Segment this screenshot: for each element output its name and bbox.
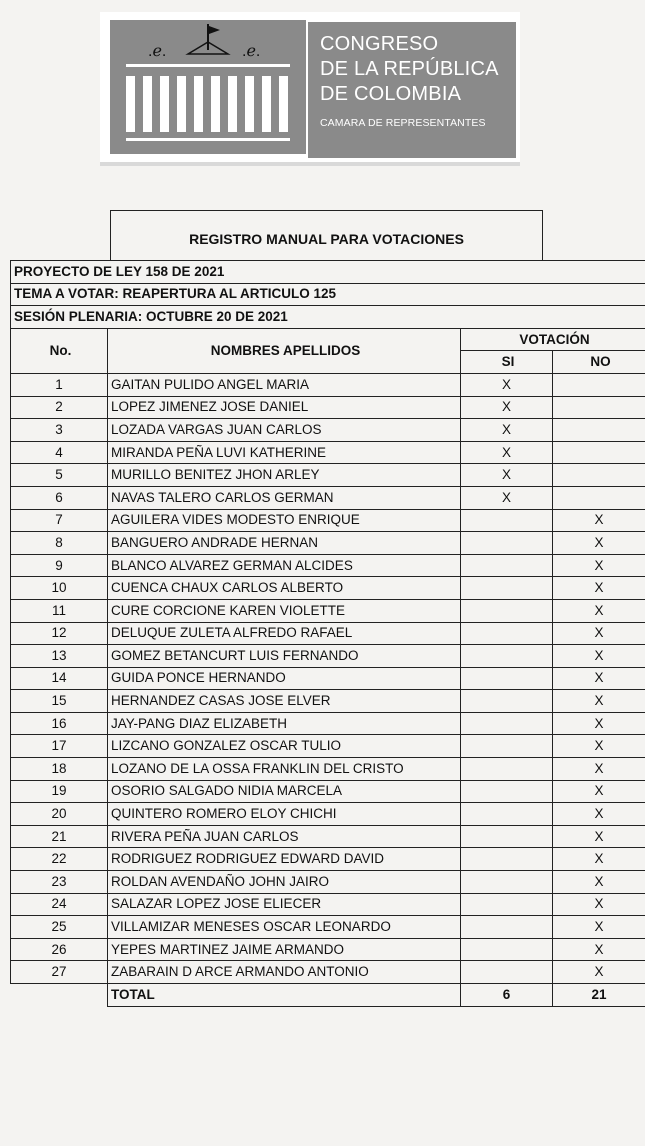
- row-number: 25: [11, 916, 108, 939]
- header-names: NOMBRES APELLIDOS: [108, 328, 461, 373]
- project-label: PROYECTO DE LEY 158 DE 2021: [11, 261, 645, 284]
- row-name: RIVERA PEÑA JUAN CARLOS: [108, 825, 461, 848]
- row-vote-yes: [461, 645, 553, 668]
- row-vote-no: X: [553, 758, 645, 781]
- row-vote-no: X: [553, 893, 645, 916]
- row-name: OSORIO SALGADO NIDIA MARCELA: [108, 780, 461, 803]
- table-row: [11, 758, 645, 781]
- row-vote-no: X: [553, 961, 645, 984]
- header-row: [11, 328, 645, 351]
- row-vote-yes: [461, 690, 553, 713]
- row-number: 1: [11, 373, 108, 396]
- row-name: MIRANDA PEÑA LUVI KATHERINE: [108, 441, 461, 464]
- row-name: LOPEZ JIMENEZ JOSE DANIEL: [108, 396, 461, 419]
- row-vote-yes: X: [461, 396, 553, 419]
- header-number: No.: [11, 328, 108, 373]
- row-number: 17: [11, 735, 108, 758]
- row-name: SALAZAR LOPEZ JOSE ELIECER: [108, 893, 461, 916]
- table-row: [11, 419, 645, 442]
- document-title: REGISTRO MANUAL PARA VOTACIONES: [110, 210, 543, 260]
- row-number: 8: [11, 532, 108, 555]
- row-number: 16: [11, 712, 108, 735]
- row-number: 11: [11, 599, 108, 622]
- total-spacer: [11, 984, 108, 1007]
- row-number: 26: [11, 938, 108, 961]
- row-name: LOZANO DE LA OSSA FRANKLIN DEL CRISTO: [108, 758, 461, 781]
- row-number: 15: [11, 690, 108, 713]
- row-number: 7: [11, 509, 108, 532]
- row-vote-no: X: [553, 554, 645, 577]
- row-vote-no: X: [553, 532, 645, 555]
- table-row: [11, 464, 645, 487]
- row-vote-yes: [461, 667, 553, 690]
- table-row: [11, 893, 645, 916]
- row-name: LOZADA VARGAS JUAN CARLOS: [108, 419, 461, 442]
- header-vote: VOTACIÓN: [461, 328, 645, 351]
- row-number: 10: [11, 577, 108, 600]
- row-name: DELUQUE ZULETA ALFREDO RAFAEL: [108, 622, 461, 645]
- logo-wordmark: [308, 22, 516, 158]
- row-name: MURILLO BENITEZ JHON ARLEY: [108, 464, 461, 487]
- row-vote-no: [553, 419, 645, 442]
- table-row: [11, 712, 645, 735]
- total-yes: 6: [461, 984, 553, 1007]
- row-vote-yes: [461, 599, 553, 622]
- row-vote-no: [553, 373, 645, 396]
- row-number: 24: [11, 893, 108, 916]
- table-row: [11, 780, 645, 803]
- table-row: [11, 825, 645, 848]
- row-name: AGUILERA VIDES MODESTO ENRIQUE: [108, 509, 461, 532]
- table-row: [11, 554, 645, 577]
- row-vote-no: X: [553, 712, 645, 735]
- table-row: [11, 938, 645, 961]
- row-vote-yes: [461, 916, 553, 939]
- table-row: [11, 916, 645, 939]
- row-vote-no: X: [553, 622, 645, 645]
- row-number: 13: [11, 645, 108, 668]
- table-row: [11, 961, 645, 984]
- table-row: [11, 486, 645, 509]
- row-name: ZABARAIN D ARCE ARMANDO ANTONIO: [108, 961, 461, 984]
- table-row: [11, 871, 645, 894]
- row-number: 9: [11, 554, 108, 577]
- row-vote-yes: [461, 554, 553, 577]
- row-number: 18: [11, 758, 108, 781]
- table-row: [11, 373, 645, 396]
- row-number: 6: [11, 486, 108, 509]
- row-number: 23: [11, 871, 108, 894]
- congress-logo: [100, 12, 520, 166]
- row-vote-no: [553, 396, 645, 419]
- row-vote-yes: [461, 532, 553, 555]
- row-vote-yes: [461, 758, 553, 781]
- total-row: [11, 984, 645, 1007]
- logo-line-2: DE LA REPÚBLICA: [320, 58, 499, 80]
- row-number: 2: [11, 396, 108, 419]
- row-vote-yes: X: [461, 486, 553, 509]
- row-vote-no: [553, 441, 645, 464]
- header-yes: SI: [461, 351, 553, 374]
- row-name: CURE CORCIONE KAREN VIOLETTE: [108, 599, 461, 622]
- topic-label: TEMA A VOTAR: REAPERTURA AL ARTICULO 125: [11, 283, 645, 306]
- row-name: ROLDAN AVENDAÑO JOHN JAIRO: [108, 871, 461, 894]
- row-name: VILLAMIZAR MENESES OSCAR LEONARDO: [108, 916, 461, 939]
- row-name: RODRIGUEZ RODRIGUEZ EDWARD DAVID: [108, 848, 461, 871]
- table-row: [11, 509, 645, 532]
- row-vote-yes: [461, 509, 553, 532]
- row-name: JAY-PANG DIAZ ELIZABETH: [108, 712, 461, 735]
- voting-table: [10, 260, 645, 1007]
- topic-row: [11, 283, 645, 306]
- row-number: 20: [11, 803, 108, 826]
- row-number: 5: [11, 464, 108, 487]
- row-vote-yes: [461, 780, 553, 803]
- logo-line-3: DE COLOMBIA: [320, 83, 462, 105]
- row-vote-no: X: [553, 667, 645, 690]
- table-row: [11, 577, 645, 600]
- row-vote-no: X: [553, 690, 645, 713]
- row-vote-yes: X: [461, 464, 553, 487]
- row-vote-no: X: [553, 848, 645, 871]
- table-row: [11, 645, 645, 668]
- row-name: GAITAN PULIDO ANGEL MARIA: [108, 373, 461, 396]
- table-row: [11, 848, 645, 871]
- row-vote-yes: [461, 871, 553, 894]
- table-row: [11, 667, 645, 690]
- svg-text:.ℯ.: .ℯ.: [148, 43, 167, 60]
- row-vote-yes: [461, 825, 553, 848]
- session-row: [11, 306, 645, 329]
- table-row: [11, 599, 645, 622]
- row-number: 19: [11, 780, 108, 803]
- row-vote-no: X: [553, 645, 645, 668]
- row-vote-no: X: [553, 938, 645, 961]
- row-name: BANGUERO ANDRADE HERNAN: [108, 532, 461, 555]
- row-vote-no: [553, 486, 645, 509]
- table-row: [11, 532, 645, 555]
- session-label: SESIÓN PLENARIA: OCTUBRE 20 DE 2021: [11, 306, 645, 329]
- row-name: YEPES MARTINEZ JAIME ARMANDO: [108, 938, 461, 961]
- row-vote-no: X: [553, 825, 645, 848]
- table-row: [11, 735, 645, 758]
- row-vote-yes: X: [461, 441, 553, 464]
- total-label: TOTAL: [108, 984, 461, 1007]
- row-vote-yes: [461, 622, 553, 645]
- row-vote-no: X: [553, 599, 645, 622]
- row-vote-no: X: [553, 735, 645, 758]
- row-name: QUINTERO ROMERO ELOY CHICHI: [108, 803, 461, 826]
- row-vote-yes: [461, 712, 553, 735]
- row-vote-yes: [461, 577, 553, 600]
- table-row: [11, 803, 645, 826]
- row-vote-no: X: [553, 509, 645, 532]
- row-vote-yes: X: [461, 419, 553, 442]
- row-vote-yes: X: [461, 373, 553, 396]
- logo-subtitle: CAMARA DE REPRESENTANTES: [320, 117, 486, 129]
- row-number: 27: [11, 961, 108, 984]
- table-row: [11, 396, 645, 419]
- table-row: [11, 441, 645, 464]
- row-vote-no: X: [553, 871, 645, 894]
- row-name: CUENCA CHAUX CARLOS ALBERTO: [108, 577, 461, 600]
- row-number: 14: [11, 667, 108, 690]
- row-vote-yes: [461, 735, 553, 758]
- svg-text:.ℯ.: .ℯ.: [242, 43, 261, 60]
- row-vote-no: X: [553, 916, 645, 939]
- row-vote-yes: [461, 961, 553, 984]
- row-name: LIZCANO GONZALEZ OSCAR TULIO: [108, 735, 461, 758]
- row-vote-yes: [461, 803, 553, 826]
- row-vote-no: X: [553, 780, 645, 803]
- row-vote-yes: [461, 938, 553, 961]
- row-number: 4: [11, 441, 108, 464]
- row-name: NAVAS TALERO CARLOS GERMAN: [108, 486, 461, 509]
- row-name: GOMEZ BETANCURT LUIS FERNANDO: [108, 645, 461, 668]
- row-vote-yes: [461, 848, 553, 871]
- row-number: 21: [11, 825, 108, 848]
- row-vote-no: X: [553, 803, 645, 826]
- capitol-building-icon: [110, 20, 306, 154]
- row-vote-no: [553, 464, 645, 487]
- row-number: 12: [11, 622, 108, 645]
- row-name: GUIDA PONCE HERNANDO: [108, 667, 461, 690]
- total-no: 21: [553, 984, 645, 1007]
- project-row: [11, 261, 645, 284]
- row-vote-yes: [461, 893, 553, 916]
- row-number: 22: [11, 848, 108, 871]
- row-vote-no: X: [553, 577, 645, 600]
- table-row: [11, 622, 645, 645]
- row-name: HERNANDEZ CASAS JOSE ELVER: [108, 690, 461, 713]
- table-row: [11, 690, 645, 713]
- row-name: BLANCO ALVAREZ GERMAN ALCIDES: [108, 554, 461, 577]
- logo-line-1: CONGRESO: [320, 33, 439, 55]
- header-no: NO: [553, 351, 645, 374]
- row-number: 3: [11, 419, 108, 442]
